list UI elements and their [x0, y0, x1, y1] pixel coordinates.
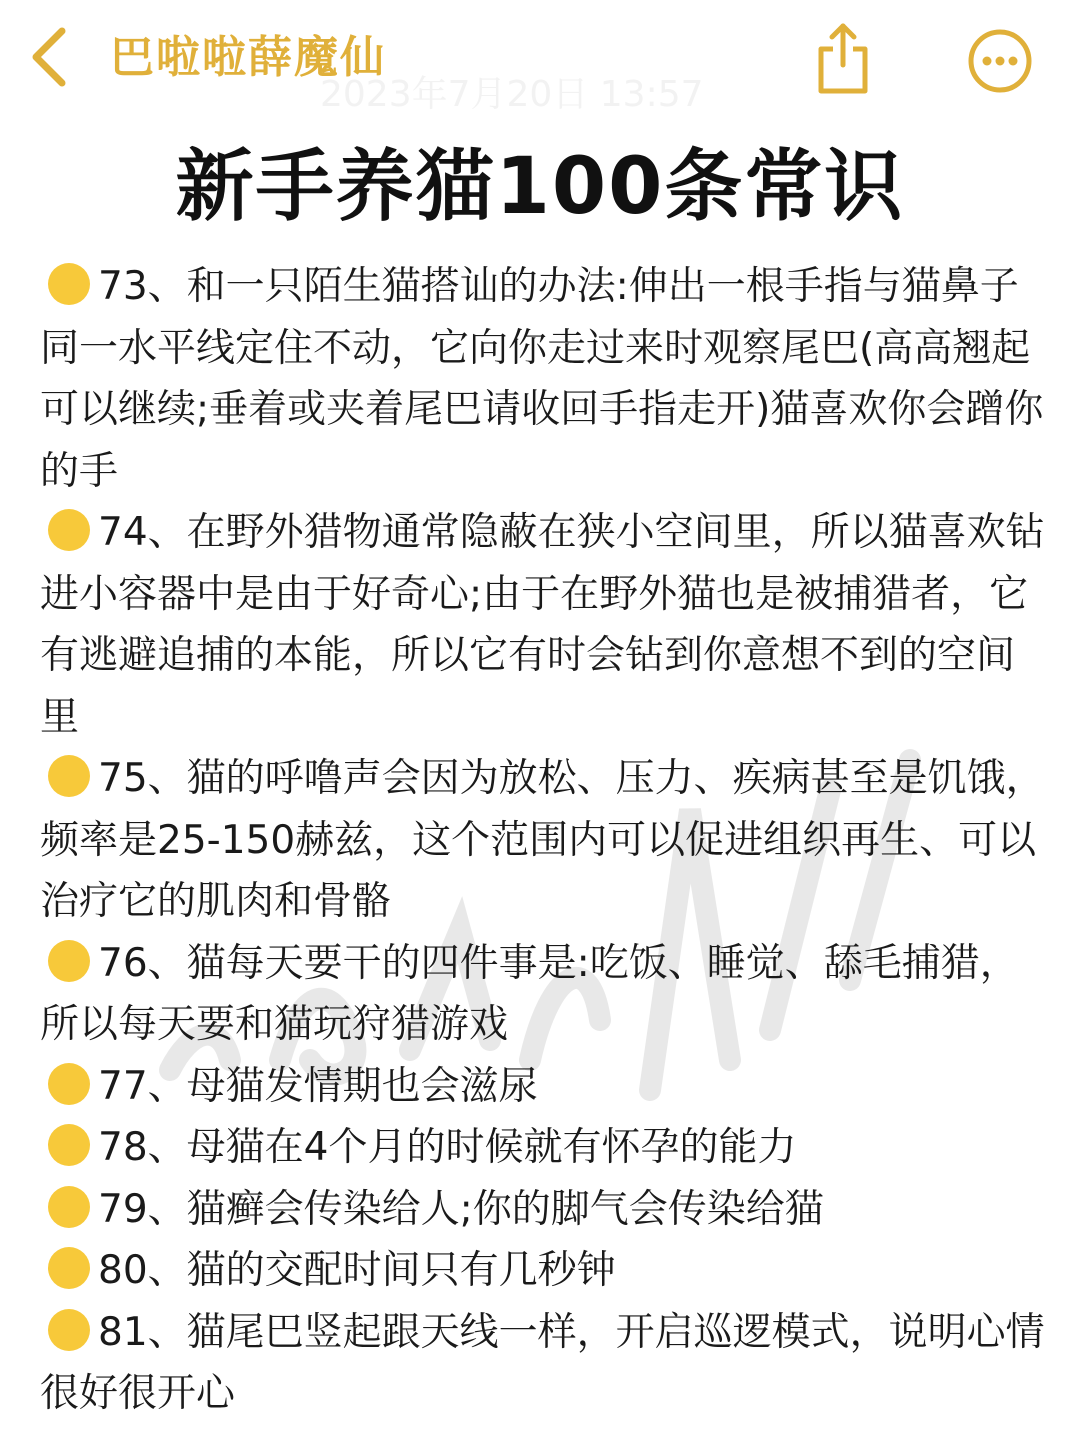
- tip-text: 74、在野外猎物通常隐蔽在狭小空间里，所以猫喜欢钻进小容器中是由于好奇心;由于在野外猫也是被捕猎者，它有逃避追捕的本能，所以它有时会钻到你意想不到的空间里: [40, 510, 1045, 740]
- list-item: [40, 1117, 1050, 1179]
- list-item: [40, 1240, 1050, 1302]
- tip-text: 80、猫的交配时间只有几秒钟: [98, 1248, 616, 1293]
- list-item: [40, 933, 1050, 1056]
- bullet-icon: [48, 1309, 90, 1351]
- more-button[interactable]: [966, 27, 1034, 95]
- bullet-icon: [48, 1124, 90, 1166]
- tip-text: 79、猫癣会传染给人;你的脚气会传染给猫: [98, 1186, 824, 1232]
- tip-text: 76、猫每天要干的四件事是:吃饭、睡觉、舔毛捕猎，所以每天要和猫玩狩猎游戏: [40, 940, 1019, 1047]
- list-item: [40, 256, 1050, 502]
- list-item: [40, 1302, 1050, 1425]
- note-date: 2023年7月20日 13:57: [320, 74, 704, 115]
- tip-text: 73、和一只陌生猫搭讪的办法:伸出一根手指与猫鼻子同一水平线定住不动，它向你走过来时观察尾巴(高高翘起可以继续;垂着或夹着尾巴请收回手指走开)猫喜欢你会蹭你的手: [40, 264, 1044, 494]
- list-item: [40, 502, 1050, 748]
- tip-text: 75、猫的呼噜声会因为放松、压力、疾病甚至是饥饿，频率是25-150赫兹，这个范围内可以促进组织再生、可以治疗它的肌肉和骨骼: [40, 756, 1045, 924]
- chevron-left-icon: [28, 25, 68, 89]
- ellipsis-circle-icon: [967, 28, 1033, 94]
- bullet-icon: [48, 263, 90, 305]
- bullet-icon: [48, 1186, 90, 1228]
- list-item: [40, 1056, 1050, 1118]
- article-title: 新手养猫100条常识: [175, 142, 905, 232]
- back-button[interactable]: [18, 22, 78, 92]
- tip-text: 77、母猫发情期也会滋尿: [98, 1063, 538, 1109]
- bullet-icon: [48, 509, 90, 551]
- list-item: [40, 748, 1050, 933]
- bullet-icon: [48, 940, 90, 982]
- tips-list: [40, 256, 1050, 1425]
- tip-text: 78、母猫在4个月的时候就有怀孕的能力: [98, 1125, 797, 1170]
- bullet-icon: [48, 755, 90, 797]
- list-item: [40, 1179, 1050, 1241]
- share-icon: [813, 21, 873, 95]
- bullet-icon: [48, 1247, 90, 1289]
- bullet-icon: [48, 1063, 90, 1105]
- author-name[interactable]: 巴啦啦薛魔仙: [110, 32, 386, 83]
- share-button[interactable]: [808, 18, 878, 98]
- tip-text: 81、猫尾巴竖起跟天线一样，开启巡逻模式，说明心情很好很开心: [40, 1309, 1045, 1416]
- navigation-bar: [0, 0, 1080, 118]
